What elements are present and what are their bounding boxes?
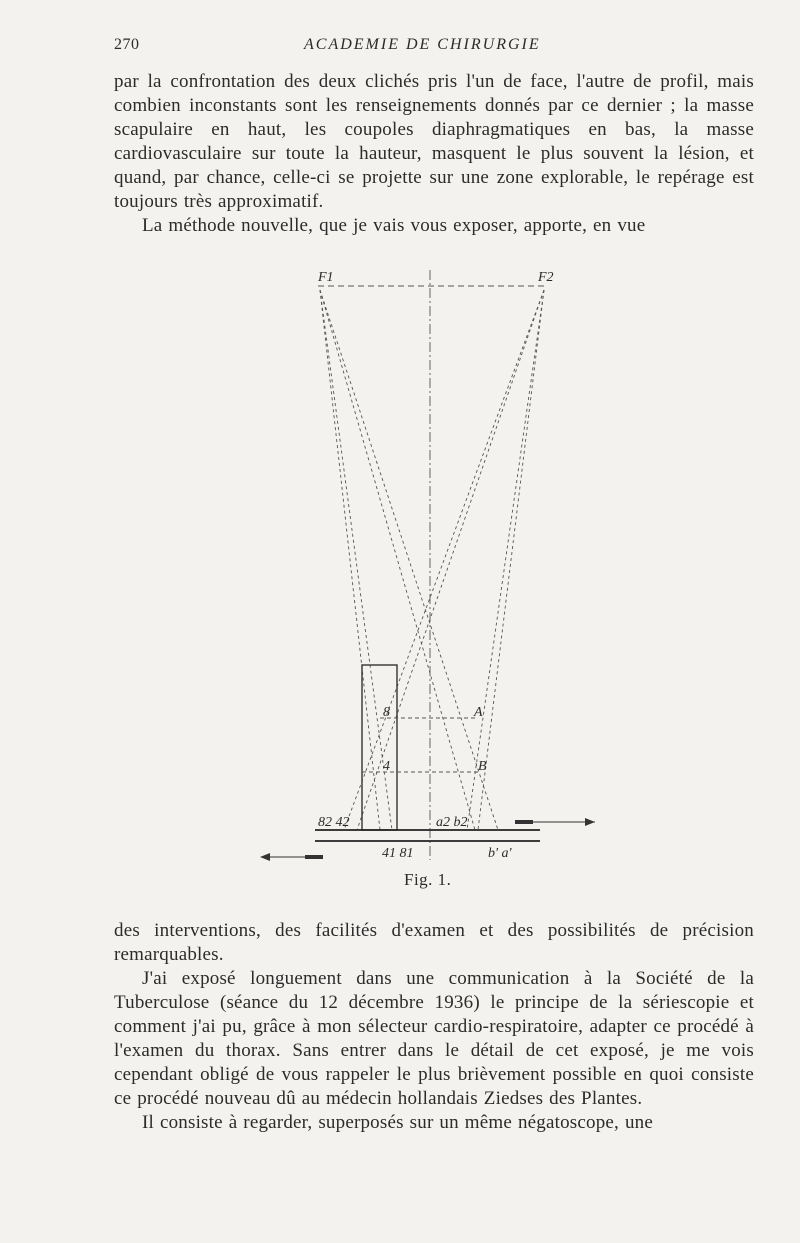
paragraph: par la confrontation des deux clichés pris l'un de face, l'autre de profil, mais combien inconstants sont les renseignements donnés par ce dernier ; la masse scapulaire en haut, les coupoles diaphragmatiques en bas, la masse cardiovasculaire sur toute la hauteur, masquent le plus souvent la lésion, et quand, par chance, celle-ci se projette sur une zone explorable, le repérage est toujours très approximatif. (114, 71, 754, 212)
ray (467, 290, 544, 830)
ray (344, 290, 544, 830)
label-bottom-mid-upper: a2 b2 (436, 815, 468, 830)
figure-caption: Fig. 1. (404, 870, 452, 889)
body-text-top (114, 70, 754, 238)
running-head: ACADEMIE DE CHIRURGIE (304, 36, 541, 53)
arrow-right-head (585, 818, 595, 826)
geometric-figure (250, 262, 620, 882)
label-8: 8 (383, 705, 390, 720)
paragraph: La méthode nouvelle, que je vais vous exposer, apporte, en vue (142, 215, 646, 236)
ray (320, 290, 498, 830)
label-bottom-left-upper: 82 42 (318, 815, 350, 830)
ray (357, 290, 544, 830)
page-header (114, 36, 754, 60)
label-b: B (478, 759, 487, 774)
label-f2: F2 (538, 270, 554, 285)
paragraph: des interventions, des facilités d'examen et des possibilités de précision remarquables. (114, 920, 754, 965)
paragraph: J'ai exposé longuement dans une communication à la Société de la Tuberculose (séance du 12 décembre 1936) le principe de la sériescopie et comment j'ai pu, grâce à mon sélecteur cardio-respiratoire, adapter ce procédé à l'examen du thorax. Sans entrer dans le détail de cet exposé, je me vois cependant obligé de vous rappeler le plus brièvement possible en quoi consiste ce procédé nouveau dû au médecin hollandais Ziedses des Plantes. (114, 968, 754, 1109)
arrow-left-tail (305, 855, 323, 859)
ray (320, 290, 392, 830)
label-a: A (474, 705, 483, 720)
label-bottom-left-lower: 41 81 (382, 846, 414, 861)
ray (320, 290, 380, 830)
label-4: 4 (383, 759, 390, 774)
arrow-left-head (260, 853, 270, 861)
arrow-right-tail (515, 820, 533, 824)
label-bottom-right-lower: b' a' (488, 846, 512, 861)
label-f1: F1 (318, 270, 334, 285)
object-rectangle (362, 665, 397, 830)
paragraph: Il consiste à regarder, superposés sur un même négatoscope, une (142, 1112, 653, 1133)
page-number: 270 (114, 36, 140, 53)
body-text-bottom (114, 919, 754, 1135)
ray (478, 290, 544, 830)
